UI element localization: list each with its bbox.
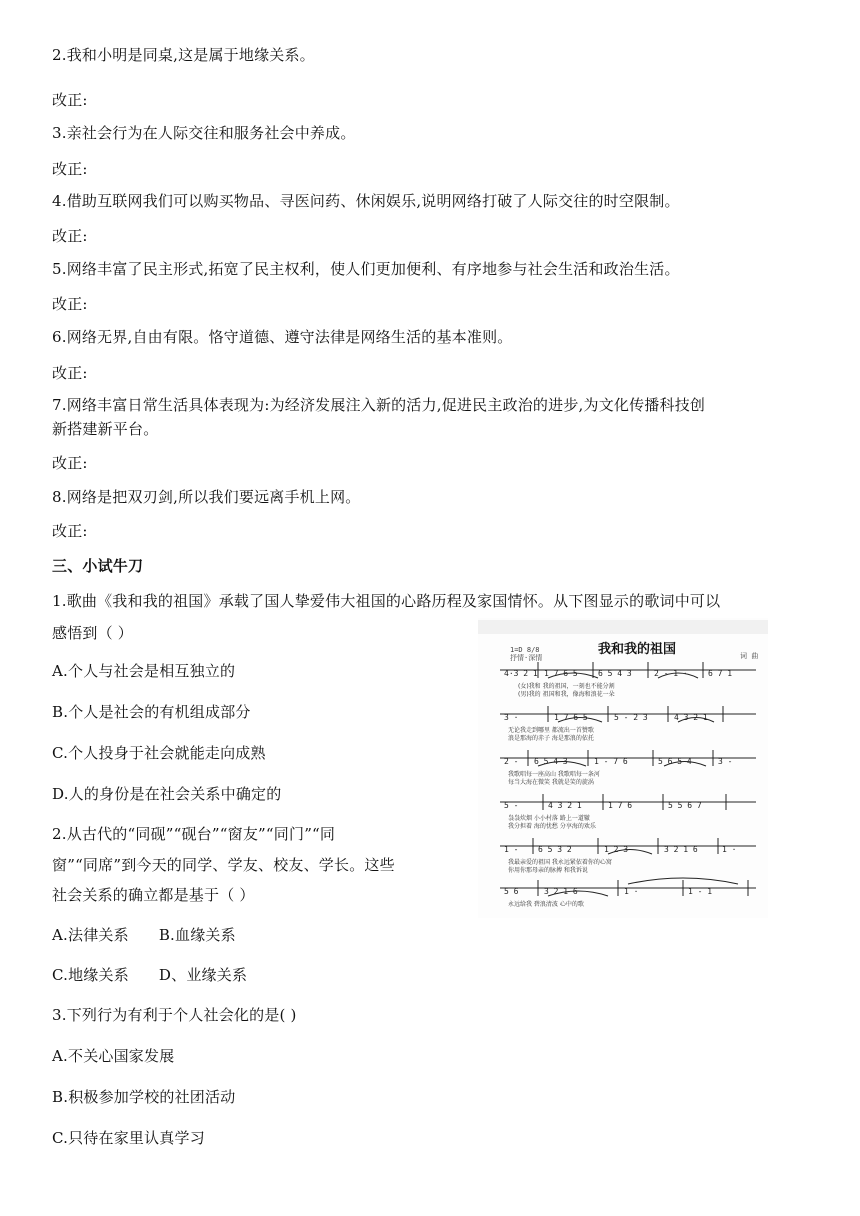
q2-stem-line2: 窗”“同席”到今天的同学、学友、校友、学长。这些 [52,856,395,874]
svg-text:6 5 4 3: 6 5 4 3 [534,757,568,766]
svg-text:永远给我 碧浪清波 心中的歌: 永远给我 碧浪清波 心中的歌 [508,901,584,908]
svg-text:1 - 1: 1 - 1 [688,887,713,896]
svg-text:1 7 6 5: 1 7 6 5 [554,713,588,722]
q2-stem-line3: 社会关系的确立都是基于（ ） [52,886,255,904]
statement-7-line1: 7.网络丰富日常生活具体表现为:为经济发展注入新的活力,促进民主政治的进步,为文化传播科技创 [52,396,706,414]
svg-text:1 7 6: 1 7 6 [608,801,633,810]
svg-text:6 7 1: 6 7 1 [708,669,733,678]
svg-text:1 -: 1 - [504,845,519,854]
svg-text:1 - 7 6: 1 - 7 6 [594,757,628,766]
svg-text:抒情·深情: 抒情·深情 [510,654,543,662]
svg-text:1 ·: 1 · [624,887,639,896]
svg-text:6 5 3 2: 6 5 3 2 [538,845,572,854]
q3-stem: 3.下列行为有利于个人社会化的是( ) [52,1006,297,1024]
statement-8: 8.网络是把双刃剑,所以我们要远离手机上网。 [52,488,361,506]
statement-6: 6.网络无界,自由有限。恪守道德、遵守法律是网络生活的基本准则。 [52,328,513,346]
song-score-image [478,618,768,918]
svg-text:1 7 6 5: 1 7 6 5 [544,669,578,678]
q3-option-c: C.只待在家里认真学习 [52,1129,205,1147]
score-title: 我和我的祖国 [598,642,677,657]
svg-text:3 ·: 3 · [504,713,519,722]
correction-label: 改正: [52,522,88,540]
q1-option-d: D.人的身份是在社会关系中确定的 [52,785,282,803]
svg-text:(女)我和 我的祖国，一刻也不能分割: (女)我和 我的祖国，一刻也不能分割 [518,683,615,690]
statement-5: 5.网络丰富了民主形式,拓宽了民主权利，使人们更加便利、有序地参与社会生活和政治生活。 [52,260,680,278]
q2-options-cd [52,964,247,986]
svg-text:3 2 1 6: 3 2 1 6 [544,887,578,896]
svg-text:3 2 1 6: 3 2 1 6 [664,845,698,854]
correction-label: 改正: [52,227,88,245]
svg-text:4 3 2 1: 4 3 2 1 [674,713,708,722]
q3-option-a: A.不关心国家发展 [52,1047,175,1065]
svg-text:3 -: 3 - [718,757,733,766]
score-notation [478,618,768,918]
svg-text:6 5 4 3: 6 5 4 3 [598,669,632,678]
section-title: 三、小试牛刀 [52,557,144,575]
q1-option-c: C.个人投身于社会就能走向成熟 [52,744,266,762]
correction-label: 改正: [52,295,88,313]
svg-text:我分担着 海的忧愁 分享海的欢乐: 我分担着 海的忧愁 分享海的欢乐 [508,823,596,830]
svg-text:我歌唱每一座高山 我歌唱每一条河: 我歌唱每一座高山 我歌唱每一条河 [508,771,600,778]
q2-options-ab [52,924,236,946]
svg-text:你用你那母亲的脉搏 和我诉说: 你用你那母亲的脉搏 和我诉说 [508,867,588,874]
svg-text:5 6 5 4: 5 6 5 4 [658,757,692,766]
svg-text:浪是那海的赤子 海是那浪的依托: 浪是那海的赤子 海是那浪的依托 [508,735,594,742]
svg-text:无论我走到哪里 都流出一首赞歌: 无论我走到哪里 都流出一首赞歌 [508,727,594,734]
q2-option-c: C.地缘关系 [52,966,129,984]
q2-option-b: B.血缘关系 [158,926,236,944]
svg-text:5 5 6 7: 5 5 6 7 [668,801,702,810]
svg-text:1 2 3: 1 2 3 [604,845,629,854]
svg-text:1=D 8/8: 1=D 8/8 [510,646,540,654]
q1-option-b: B.个人是社会的有机组成部分 [52,703,251,721]
svg-text:5 -: 5 - [504,801,519,810]
svg-text:每当大海在微笑 我就是笑的旋涡: 每当大海在微笑 我就是笑的旋涡 [508,779,594,786]
svg-text:词 曲: 词 曲 [740,652,759,660]
q2-option-d: D、业缘关系 [158,966,248,984]
svg-text:我最亲爱的祖国 我永远紧依着你的心窝: 我最亲爱的祖国 我永远紧依着你的心窝 [508,859,612,866]
statement-4: 4.借助互联网我们可以购买物品、寻医问药、休闲娱乐,说明网络打破了人际交往的时空限制。 [52,192,680,210]
svg-text:4 3 2 1: 4 3 2 1 [548,801,582,810]
svg-text:5 6: 5 6 [504,887,519,896]
svg-text:5 - 2 3: 5 - 2 3 [614,713,648,722]
q2-stem-line1: 2.从古代的“同砚”“砚台”“窗友”“同门”“同 [52,825,336,843]
svg-text:(男)我的 祖国和我，像海和浪花一朵: (男)我的 祖国和我，像海和浪花一朵 [518,691,615,698]
svg-text:袅袅炊烟 小小村落 路上一道辙: 袅袅炊烟 小小村落 路上一道辙 [508,815,590,822]
statement-3: 3.亲社会行为在人际交往和服务社会中养成。 [52,124,356,142]
statement-7-line2: 新搭建新平台。 [52,420,159,438]
svg-text:4·3 2 1: 4·3 2 1 [504,669,538,678]
q1-option-a: A.个人与社会是相互独立的 [52,662,236,680]
correction-label: 改正: [52,160,88,178]
q1-stem-line2: 感悟到（ ） [52,624,133,642]
q3-option-b: B.积极参加学校的社团活动 [52,1088,236,1106]
svg-text:2 - 1 ·: 2 - 1 · [654,669,688,678]
svg-text:2 -: 2 - [504,757,519,766]
svg-text:1 ·: 1 · [722,845,737,854]
q1-stem-line1: 1.歌曲《我和我的祖国》承载了国人挚爱伟大祖国的心路历程及家国情怀。从下图显示的歌词中可以 [52,592,721,610]
q2-option-a: A.法律关系 [52,926,129,944]
correction-label: 改正: [52,91,88,109]
correction-label: 改正: [52,364,88,382]
correction-label: 改正: [52,454,88,472]
statement-2: 2.我和小明是同桌,这是属于地缘关系。 [52,46,315,64]
